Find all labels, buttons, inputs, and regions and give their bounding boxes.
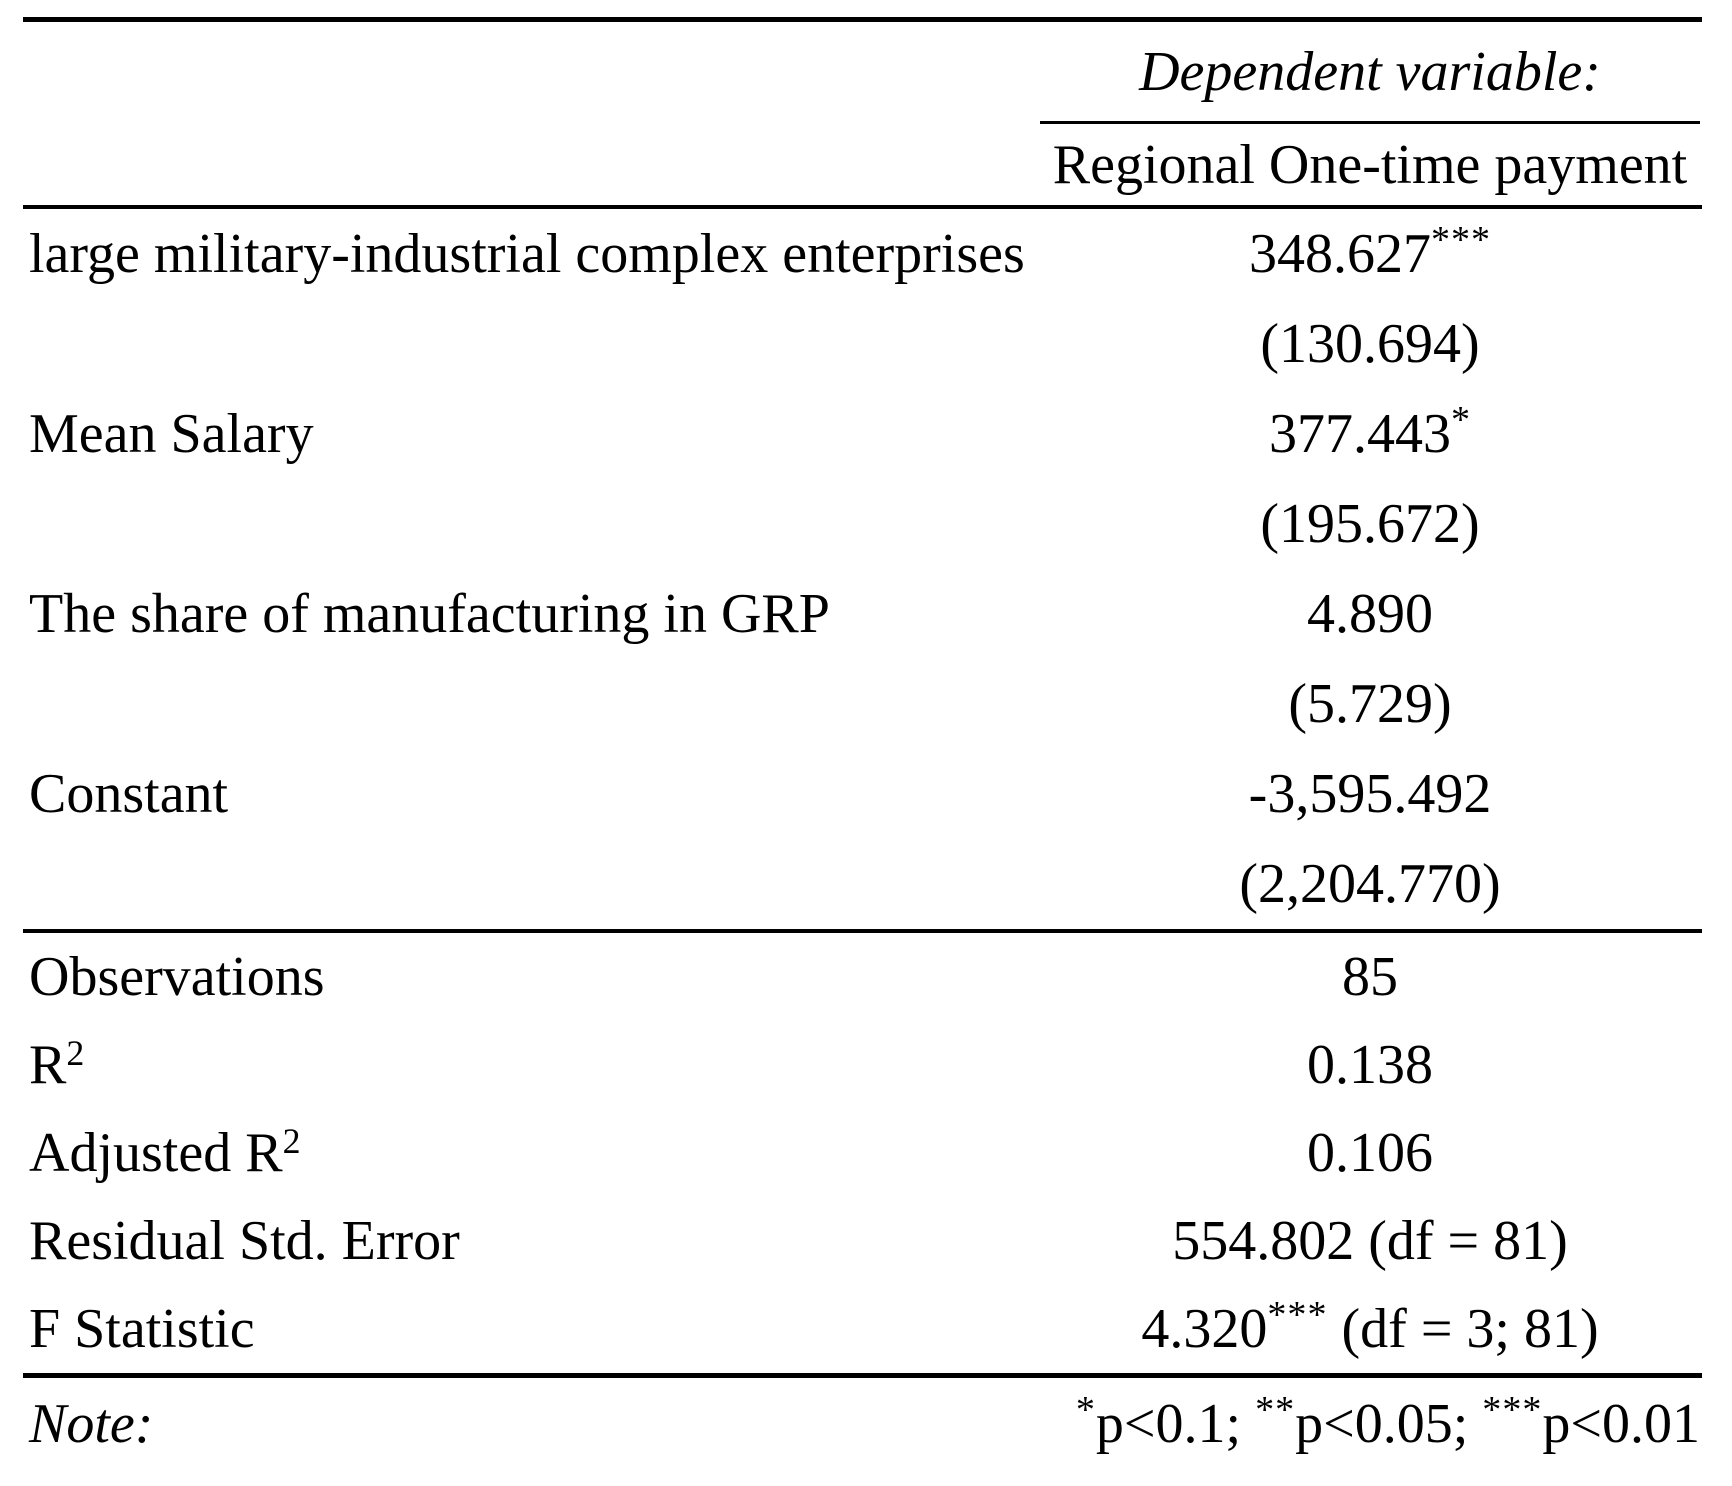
stat-row: [0, 1021, 1732, 1109]
stat-label: F Statistic: [29, 1298, 255, 1360]
coefficient-se-row: [0, 299, 1732, 389]
coefficient-se-row: [0, 839, 1732, 929]
dependent-variable-name: Regional One-time payment: [1052, 133, 1688, 196]
stat-value: 0.138: [1307, 1034, 1433, 1096]
dependent-variable-cell: [1040, 22, 1700, 124]
dependent-variable-header-row: [0, 22, 1732, 124]
coefficient-label: The share of manufacturing in GRP: [29, 583, 830, 645]
note-value-cell: [1040, 1378, 1700, 1470]
coefficient-value: 377.443*: [1268, 399, 1472, 465]
coefficient-row: [0, 569, 1732, 659]
note-row: [0, 1378, 1732, 1470]
coefficient-se-label: [23, 839, 1040, 929]
coefficient-value: 348.627***: [1248, 219, 1492, 285]
stat-label: $R^2$: [29, 1033, 85, 1096]
coefficient-label: Mean Salary: [29, 403, 314, 465]
stat-label: Adjusted $R^2$: [29, 1121, 301, 1184]
coefficient-se-value: (195.672): [1260, 493, 1480, 555]
coefficient-se-value: (5.729): [1288, 673, 1452, 735]
coefficient-se-value: (130.694): [1260, 313, 1480, 375]
stat-row: [0, 1197, 1732, 1285]
header-empty-cell: [23, 124, 1040, 205]
coefficient-row: [0, 389, 1732, 479]
stat-row: [0, 1109, 1732, 1197]
stat-value: 0.106: [1307, 1122, 1433, 1184]
coefficient-se-label: [23, 479, 1040, 569]
stat-value: 85: [1342, 946, 1398, 1008]
coefficient-label: large military-industrial complex enterprises: [29, 223, 1025, 285]
coefficient-se-row: [0, 659, 1732, 749]
stat-row: [0, 933, 1732, 1021]
coefficient-label: Constant: [29, 763, 229, 825]
stat-label: Observations: [29, 946, 325, 1008]
dependent-variable-name-cell: [1040, 124, 1700, 205]
stat-value: 4.320*** (df = 3; 81): [1141, 1294, 1599, 1360]
statistics-section: [0, 933, 1732, 1373]
stat-value: 554.802 (df = 81): [1172, 1210, 1568, 1272]
coefficient-se-value: (2,204.770): [1239, 853, 1501, 915]
coefficient-value: -3,595.492: [1248, 763, 1492, 825]
coefficient-se-label: [23, 299, 1040, 389]
dependent-variable-name-row: [0, 124, 1732, 205]
header-empty-cell: [23, 22, 1040, 124]
significance-legend: *p<0.1; **p<0.05; ***p<0.01: [1075, 1389, 1700, 1455]
note-label-cell: [23, 1378, 1040, 1470]
note-label: Note:: [29, 1393, 154, 1455]
dependent-variable-label: Dependent variable:: [1139, 40, 1601, 103]
coefficient-row: [0, 749, 1732, 839]
coefficient-se-label: [23, 659, 1040, 749]
stat-label: Residual Std. Error: [29, 1210, 460, 1272]
stat-row: [0, 1285, 1732, 1373]
coefficient-value: 4.890: [1307, 583, 1433, 645]
coefficient-row: [0, 209, 1732, 299]
coefficient-se-row: [0, 479, 1732, 569]
coefficients-section: [0, 209, 1732, 929]
